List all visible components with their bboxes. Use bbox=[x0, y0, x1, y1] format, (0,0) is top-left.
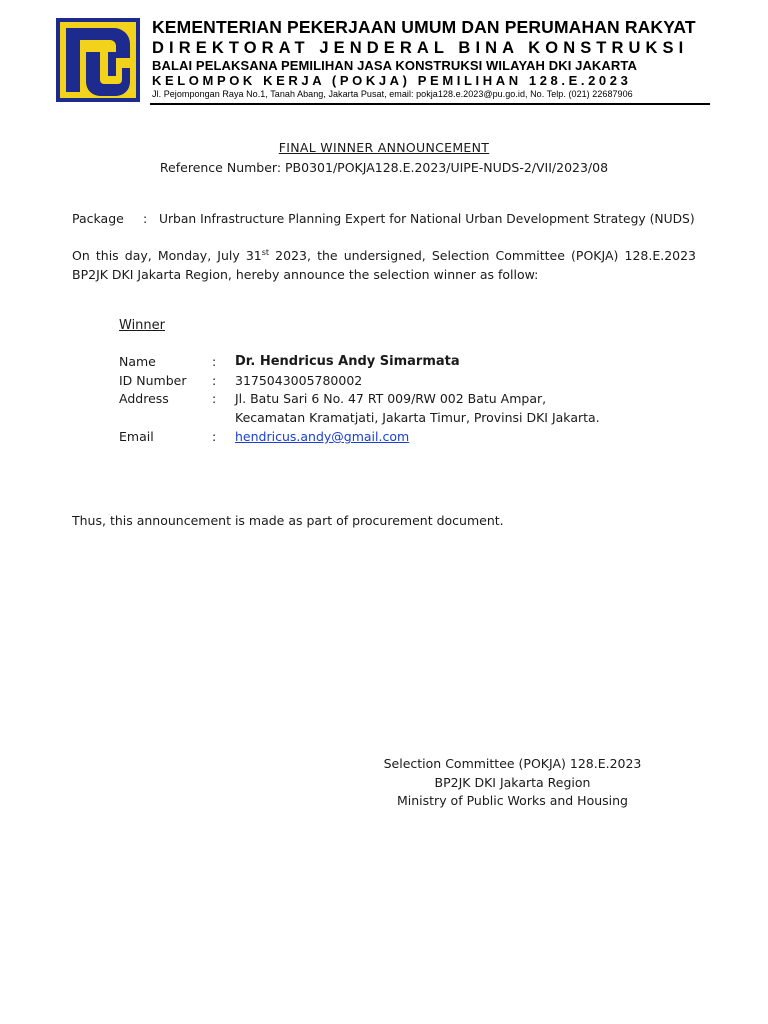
winner-address-line2: Kecamatan Kramatjati, Jakarta Timur, Provinsi DKI Jakarta. bbox=[235, 410, 600, 425]
winner-address-line1: Jl. Batu Sari 6 No. 47 RT 009/RW 002 Batu Ampar, bbox=[235, 391, 547, 406]
letterhead-address: Jl. Pejompongan Raya No.1, Tanah Abang, Jakarta Pusat, email: pokja128.e.2023@pu.go.id, No. Telp. (021) 22687906 bbox=[152, 89, 633, 99]
intro-text-end: 2023, the undersigned, Selection Committee (POKJA) 128.E.2023 BP2JK DKI Jakarta Region, hereby announce the selection winner as follow: bbox=[72, 248, 697, 282]
package-value: Urban Infrastructure Planning Expert for National Urban Development Strategy (NUDS) bbox=[159, 212, 695, 226]
name-colon: : bbox=[212, 354, 217, 369]
signature-committee: Selection Committee (POKJA) 128.E.2023 bbox=[383, 756, 642, 771]
signature-region: BP2JK DKI Jakarta Region bbox=[434, 775, 591, 790]
id-label: ID Number bbox=[119, 373, 187, 388]
package-label: Package bbox=[72, 211, 124, 226]
document-title: FINAL WINNER ANNOUNCEMENT bbox=[278, 140, 490, 155]
letterhead-working-group: KELOMPOK KERJA (POKJA) PEMILIHAN 128.E.2023 bbox=[152, 73, 632, 88]
winner-id-number: 3175043005780002 bbox=[235, 373, 363, 388]
signature-ministry: Ministry of Public Works and Housing bbox=[396, 793, 628, 808]
closing-statement: Thus, this announcement is made as part of procurement document. bbox=[72, 513, 504, 528]
intro-paragraph bbox=[72, 246, 696, 284]
letterhead-divider bbox=[150, 103, 710, 105]
winner-heading: Winner bbox=[119, 318, 166, 333]
email-colon: : bbox=[212, 429, 217, 444]
intro-text-start: On this day, Monday, July 31 bbox=[72, 248, 262, 263]
address-label: Address bbox=[119, 391, 169, 406]
intro-superscript: st bbox=[261, 247, 270, 257]
winner-name: Dr. Hendricus Andy Simarmata bbox=[235, 354, 460, 369]
letterhead-directorate: DIREKTORAT JENDERAL BINA KONSTRUKSI bbox=[152, 39, 689, 57]
letterhead-office: BALAI PELAKSANA PEMILIHAN JASA KONSTRUKSI WILAYAH DKI JAKARTA bbox=[152, 58, 637, 73]
id-colon: : bbox=[212, 373, 217, 388]
reference-number: Reference Number: PB0301/POKJA128.E.2023/UIPE-NUDS-2/VII/2023/08 bbox=[159, 160, 609, 175]
address-colon: : bbox=[212, 391, 217, 406]
ministry-logo-icon bbox=[56, 18, 140, 102]
winner-email-link[interactable]: hendricus.andy@gmail.com bbox=[235, 429, 410, 444]
email-label: Email bbox=[119, 429, 154, 444]
package-colon: : bbox=[143, 211, 148, 226]
name-label: Name bbox=[119, 354, 156, 369]
letterhead-ministry: KEMENTERIAN PEKERJAAN UMUM DAN PERUMAHAN RAKYAT bbox=[152, 17, 696, 37]
